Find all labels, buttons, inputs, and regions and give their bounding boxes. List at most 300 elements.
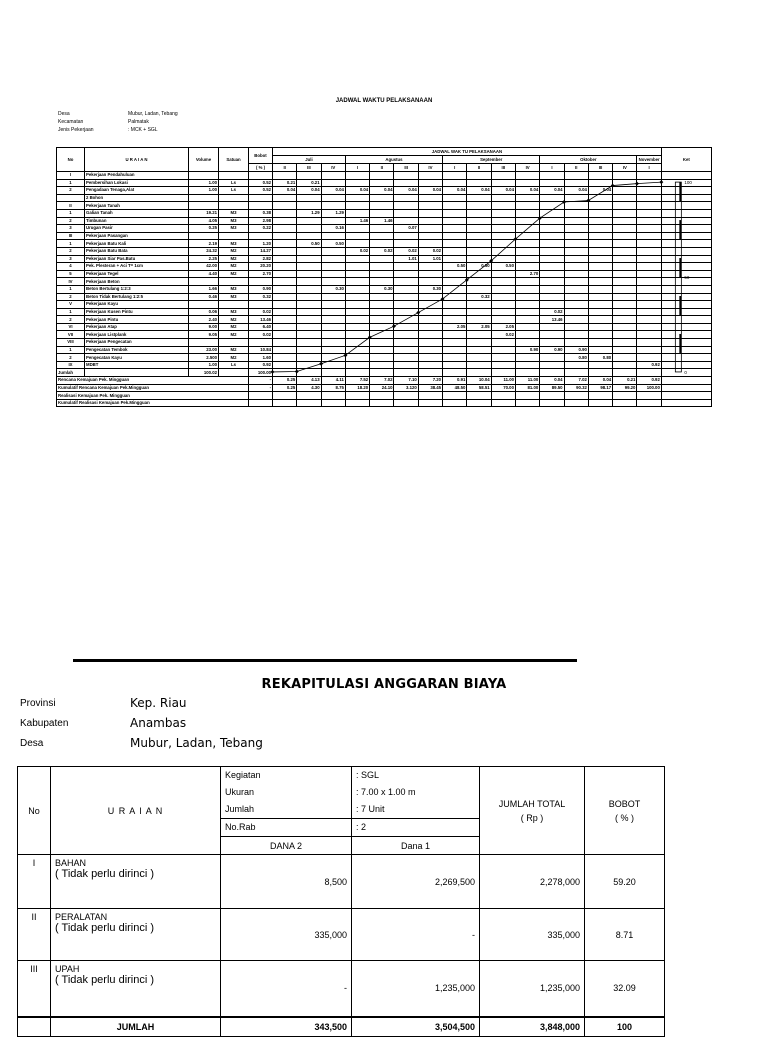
week-value (613, 323, 637, 331)
row-ket (661, 293, 711, 301)
row-no: 2 (57, 354, 85, 362)
week-value (443, 278, 467, 286)
week-value: 1.46 (345, 217, 369, 225)
week-value: 99.20 (613, 384, 637, 392)
row-ket (661, 179, 711, 187)
schedule-row (57, 308, 712, 316)
week-value: 1.29 (321, 209, 345, 217)
week-value: 18.20 (345, 384, 369, 392)
week-value (273, 225, 297, 233)
week-value: 7.10 (394, 377, 418, 385)
recap-meta-value: Anambas (130, 716, 187, 730)
week-value: 0.04 (540, 377, 564, 385)
recap-col-total-unit: ( Rp ) (520, 812, 544, 823)
row-no: 1 (57, 285, 85, 293)
week-value (491, 316, 515, 324)
recap-meta-value: Kep. Riau (130, 696, 187, 710)
row-no: 2 (57, 217, 85, 225)
row-bobot: 0.92 (249, 361, 273, 369)
row-uraian: Pekerjaan Batu Kali (85, 240, 189, 248)
week-value: 1.46 (370, 217, 394, 225)
row-satuan: M2 (219, 323, 249, 331)
row-ket (661, 255, 711, 263)
week-value (443, 179, 467, 187)
week-value (418, 179, 442, 187)
week-value: 2.05 (467, 323, 491, 331)
week-value (370, 369, 394, 377)
week-value (418, 369, 442, 377)
week-value (540, 240, 564, 248)
week-value (540, 179, 564, 187)
row-uraian: Pekerjaan Tegel (85, 270, 189, 278)
week-value (564, 369, 588, 377)
week-value (467, 369, 491, 377)
row-bobot (249, 301, 273, 309)
week-value (491, 247, 515, 255)
week-value (345, 316, 369, 324)
row-no: 2 (57, 187, 85, 195)
recap-meta-row (20, 713, 263, 733)
info-label: Jumlah (221, 801, 352, 819)
week-value (564, 278, 588, 286)
week-value (637, 308, 661, 316)
month-header: September (443, 156, 540, 164)
schedule-row (57, 323, 712, 331)
row-uraian: 2 Bohon (85, 194, 189, 202)
row-ket (661, 331, 711, 339)
week-value (515, 331, 539, 339)
week-value (297, 361, 321, 369)
week-value: 0.21 (613, 377, 637, 385)
week-value (394, 399, 418, 407)
row-satuan (219, 202, 249, 210)
week-header: IV (418, 164, 442, 172)
week-value (394, 331, 418, 339)
row-bobot: 20.20 (249, 263, 273, 271)
week-header: I (540, 164, 564, 172)
week-value (321, 232, 345, 240)
week-value: 89.50 (540, 384, 564, 392)
week-header: II (370, 164, 394, 172)
week-value (588, 369, 612, 377)
week-value (418, 225, 442, 233)
week-value (540, 361, 564, 369)
week-value (321, 263, 345, 271)
week-value (297, 369, 321, 377)
row-volume: 1.66 (189, 285, 219, 293)
week-value: 0.80 (588, 354, 612, 362)
week-value (394, 217, 418, 225)
row-uraian: Pekerjaan Kayu (85, 301, 189, 309)
week-header: I (345, 164, 369, 172)
kumulatif-row-label: Kumulatif Rencana Kemajuan Pek.Mingguan (57, 384, 249, 392)
week-value (564, 225, 588, 233)
info-value: : SGL (352, 767, 480, 785)
week-value: 0.02 (418, 247, 442, 255)
week-value (345, 179, 369, 187)
week-value (345, 202, 369, 210)
row-no: III (57, 232, 85, 240)
row-uraian: Pengecatan Tembok (85, 346, 189, 354)
week-value (588, 270, 612, 278)
week-value (588, 399, 612, 407)
recap-table (17, 766, 665, 1037)
week-value (297, 247, 321, 255)
week-value (443, 301, 467, 309)
info-label: No.Rab (221, 819, 352, 837)
week-value (297, 263, 321, 271)
week-value (515, 293, 539, 301)
recap-col-uraian: U R A I A N (51, 767, 221, 855)
row-no: 2 (57, 247, 85, 255)
week-value (491, 179, 515, 187)
week-value: 0.04 (443, 187, 467, 195)
row-no: 1 (57, 179, 85, 187)
week-value (588, 179, 612, 187)
col-volume: Volume (189, 148, 219, 172)
row-bobot: 0.22 (249, 225, 273, 233)
week-value (394, 202, 418, 210)
week-value: 2.70 (515, 270, 539, 278)
week-value: 0.30 (321, 285, 345, 293)
week-value (418, 240, 442, 248)
week-value (588, 278, 612, 286)
meta-label: Jenis Pekerjaan (58, 127, 94, 133)
week-value (564, 285, 588, 293)
row-bobot (249, 339, 273, 347)
row-uraian: Urugan Pasir (85, 225, 189, 233)
schedule-row (57, 278, 712, 286)
recap-item-name (51, 909, 221, 961)
week-value (491, 392, 515, 400)
schedule-row (57, 225, 712, 233)
row-uraian: Pekerjaan Atap (85, 323, 189, 331)
week-value (443, 240, 467, 248)
row-ket (661, 270, 711, 281)
week-value (321, 331, 345, 339)
week-value (394, 346, 418, 354)
week-value (418, 172, 442, 180)
week-value (637, 369, 661, 377)
week-value: 0.90 (564, 346, 588, 354)
week-value (491, 217, 515, 225)
week-value (564, 392, 588, 400)
week-value (321, 301, 345, 309)
row-uraian: Pekerjaan Pasangan (85, 232, 189, 240)
week-value (370, 232, 394, 240)
week-value (273, 217, 297, 225)
week-value (418, 202, 442, 210)
week-value (394, 361, 418, 369)
week-value: 4.11 (321, 377, 345, 385)
week-value: 0.25 (273, 384, 297, 392)
week-value (588, 293, 612, 301)
week-value (394, 285, 418, 293)
week-value (418, 217, 442, 225)
divider-line (73, 659, 577, 662)
week-value (588, 361, 612, 369)
week-value (394, 316, 418, 324)
week-value (613, 225, 637, 233)
week-value (540, 392, 564, 400)
week-value (273, 308, 297, 316)
row-volume (189, 194, 219, 202)
row-no: 2 (57, 293, 85, 301)
week-value (443, 339, 467, 347)
row-bobot: 14.27 (249, 247, 273, 255)
jumlah-blank (85, 369, 189, 377)
schedule-table (56, 147, 712, 407)
week-value (588, 172, 612, 180)
row-satuan (219, 301, 249, 309)
week-value (370, 301, 394, 309)
week-value (345, 209, 369, 217)
week-value (394, 179, 418, 187)
week-value (370, 263, 394, 271)
week-value (515, 209, 539, 217)
week-value (345, 369, 369, 377)
week-value (467, 308, 491, 316)
recap-item-title: UPAH (55, 964, 80, 974)
week-value (515, 285, 539, 293)
week-header: IV (515, 164, 539, 172)
week-value (540, 293, 564, 301)
row-ket (661, 202, 711, 210)
week-header: I (637, 164, 661, 172)
week-value (394, 172, 418, 180)
week-value (443, 346, 467, 354)
week-value (273, 354, 297, 362)
week-value (540, 172, 564, 180)
week-value (370, 354, 394, 362)
week-value (637, 209, 661, 217)
week-value (613, 187, 637, 195)
week-value (588, 316, 612, 324)
week-value (613, 285, 637, 293)
week-value (418, 263, 442, 271)
week-value (491, 399, 515, 407)
week-value: 0.04 (321, 187, 345, 195)
week-value (345, 293, 369, 301)
row-ket (661, 247, 711, 255)
info-value: : 7.00 x 1.00 m (352, 784, 480, 801)
schedule-table-wrap (56, 147, 711, 456)
row-ket (661, 346, 711, 354)
week-value (370, 399, 394, 407)
week-value (564, 202, 588, 210)
row-uraian: MDBT (85, 361, 189, 369)
week-value (491, 255, 515, 263)
week-value (491, 240, 515, 248)
row-uraian: Pekerjaan Siar Pas.Batu (85, 255, 189, 263)
meta-row (58, 118, 248, 126)
row-uraian: Pekerjaan Kusen Pintu (85, 308, 189, 316)
week-value (394, 263, 418, 271)
week-value (321, 172, 345, 180)
week-value: 24.10 (370, 384, 394, 392)
week-value (345, 225, 369, 233)
week-value (564, 339, 588, 347)
week-value (273, 301, 297, 309)
week-value (540, 354, 564, 362)
schedule-row (57, 247, 712, 255)
week-value (345, 339, 369, 347)
week-value (467, 240, 491, 248)
row-bobot: 6.40 (249, 323, 273, 331)
week-value (273, 240, 297, 248)
row-no: 3 (57, 225, 85, 233)
col-satuan: Satuan (219, 148, 249, 172)
meta-value: : MCK + SGL (128, 127, 158, 133)
week-value (491, 209, 515, 217)
week-value (588, 308, 612, 316)
week-value (540, 399, 564, 407)
row-volume: 23.00 (189, 346, 219, 354)
week-value (613, 209, 637, 217)
row-volume: 1.00 (189, 361, 219, 369)
week-value (370, 255, 394, 263)
row-volume: 2.25 (189, 255, 219, 263)
week-value (491, 285, 515, 293)
row-ket (661, 232, 711, 240)
dana1-header: Dana 1 (352, 837, 480, 855)
realisasi-row-label: Realisasi Kemajuan Pek. Mingguan (57, 392, 249, 400)
week-value (321, 308, 345, 316)
schedule-row (57, 270, 712, 278)
week-value (370, 392, 394, 400)
week-value (588, 346, 612, 354)
week-value: 0.50 (297, 240, 321, 248)
recap-total-bobot: 100 (585, 1017, 665, 1037)
week-value (515, 194, 539, 202)
week-value (273, 278, 297, 286)
week-value: 0.50 (443, 263, 467, 271)
row-volume: 0.06 (189, 308, 219, 316)
week-value (418, 346, 442, 354)
week-value (394, 194, 418, 202)
week-value (491, 232, 515, 240)
week-value (394, 278, 418, 286)
week-value (564, 316, 588, 324)
week-value (515, 202, 539, 210)
week-value: 48.50 (443, 384, 467, 392)
week-value (394, 209, 418, 217)
week-value (467, 361, 491, 369)
week-value (370, 270, 394, 278)
week-value (467, 255, 491, 263)
week-value (418, 323, 442, 331)
row-bobot (249, 202, 273, 210)
week-value (637, 194, 661, 202)
week-value (370, 172, 394, 180)
week-value (297, 232, 321, 240)
week-value (637, 354, 661, 362)
row-uraian: Pekerjaan Pintu (85, 316, 189, 324)
week-value (321, 323, 345, 331)
ket-tick-label: 0 (684, 369, 687, 375)
week-value (540, 225, 564, 233)
recap-col-total-label: JUMLAH TOTAL (498, 798, 566, 809)
week-value: 0.07 (394, 225, 418, 233)
recap-total-label: JUMLAH (51, 1017, 221, 1037)
week-value: 0.04 (297, 187, 321, 195)
week-value (515, 354, 539, 362)
week-value (297, 285, 321, 293)
row-uraian: Pengecatan Kayu (85, 354, 189, 362)
row-volume: 2.40 (189, 316, 219, 324)
schedule-row (57, 316, 712, 324)
week-value (491, 339, 515, 347)
week-value (588, 323, 612, 331)
week-value (588, 232, 612, 240)
week-value (491, 346, 515, 354)
week-value (370, 331, 394, 339)
row-uraian: Beton Bertulang 1:2:3 (85, 285, 189, 293)
row-bobot: 0.02 (249, 331, 273, 339)
schedule-row (57, 339, 712, 347)
recap-total-row (18, 1017, 665, 1037)
week-value (564, 293, 588, 301)
week-value (515, 225, 539, 233)
week-value (443, 399, 467, 407)
week-value (491, 278, 515, 286)
recap-col-no: No (18, 767, 51, 855)
week-value (443, 209, 467, 217)
week-value (443, 247, 467, 255)
recap-meta (20, 693, 263, 753)
row-ket (661, 377, 711, 385)
row-ket (661, 187, 711, 195)
week-value (394, 323, 418, 331)
week-value (637, 247, 661, 255)
week-value (515, 339, 539, 347)
recap-item-dana2: 335,000 (221, 909, 352, 961)
row-ket (661, 217, 711, 225)
row-volume (189, 339, 219, 347)
schedule-meta (58, 110, 248, 134)
week-value (515, 308, 539, 316)
week-value (564, 270, 588, 278)
schedule-row (57, 179, 712, 187)
kumulatif-realisasi-row (57, 399, 712, 407)
week-value (443, 225, 467, 233)
week-value: 10.04 (467, 377, 491, 385)
week-value (515, 179, 539, 187)
week-value (297, 331, 321, 339)
recap-row (18, 961, 665, 1017)
week-value (321, 217, 345, 225)
row-no: 2 (57, 316, 85, 324)
meta-value: Mubur, Ladan, Tebang (128, 111, 178, 117)
row-satuan: M2 (219, 270, 249, 278)
week-value: 2.05 (443, 323, 467, 331)
week-value: 0.30 (418, 285, 442, 293)
week-value (467, 301, 491, 309)
week-value: 0.25 (273, 377, 297, 385)
week-value: 1.01 (418, 255, 442, 263)
week-value (345, 361, 369, 369)
week-value (540, 247, 564, 255)
week-header: III (588, 164, 612, 172)
jumlah-volume: 100.02 (189, 369, 219, 377)
week-value (515, 255, 539, 263)
row-no: IX (57, 361, 85, 369)
row-ket (661, 384, 711, 392)
info-label: Kegiatan (221, 767, 352, 785)
recap-item-sub: ( Tidak perlu dirinci ) (55, 922, 155, 934)
month-header: Agustus (345, 156, 442, 164)
row-volume (189, 232, 219, 240)
